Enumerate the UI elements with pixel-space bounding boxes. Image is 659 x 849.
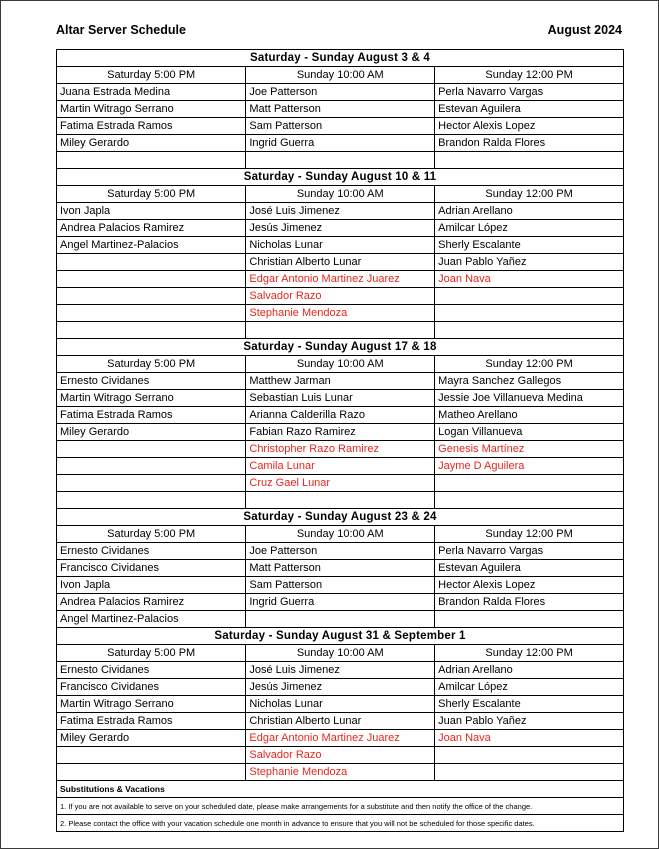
server-cell	[246, 322, 435, 339]
week-header-row	[57, 509, 624, 526]
server-row	[57, 577, 624, 594]
server-row	[57, 407, 624, 424]
column-header-row	[57, 526, 624, 543]
column-header-1: Saturday 5:00 PM	[57, 645, 246, 662]
server-cell: Perla Navarro Vargas	[435, 543, 624, 560]
server-row	[57, 322, 624, 339]
server-cell: Jessie Joe Villanueva Medina	[435, 390, 624, 407]
server-row	[57, 730, 624, 747]
column-header-1: Saturday 5:00 PM	[57, 67, 246, 84]
server-cell: Andrea Palacios Ramirez	[57, 220, 246, 237]
server-cell: Matt Patterson	[246, 560, 435, 577]
server-cell	[435, 305, 624, 322]
schedule-sheet	[56, 49, 624, 832]
server-row	[57, 662, 624, 679]
server-cell: Cruz Gael Lunar	[246, 475, 435, 492]
server-cell: Angel Martinez-Palacios	[57, 611, 246, 628]
note-row	[57, 815, 624, 832]
server-row	[57, 696, 624, 713]
column-header-2: Sunday 10:00 AM	[246, 526, 435, 543]
server-cell	[57, 441, 246, 458]
server-cell: Arianna Calderilla Razo	[246, 407, 435, 424]
column-header-2: Sunday 10:00 AM	[246, 67, 435, 84]
page-title: Altar Server Schedule	[56, 23, 186, 37]
server-cell: Sam Patterson	[246, 577, 435, 594]
server-cell	[57, 764, 246, 781]
week-header-row	[57, 50, 624, 67]
server-cell: Ivon Japla	[57, 203, 246, 220]
server-cell	[57, 747, 246, 764]
server-cell: Stephanie Mendoza	[246, 764, 435, 781]
note-text: 2. Please contact the office with your vacation schedule one month in advance to ensure that you will not be scheduled for those specific dates.	[57, 815, 624, 832]
server-cell	[57, 152, 246, 169]
server-cell: Brandon Ralda Flores	[435, 135, 624, 152]
document-header	[1, 1, 658, 45]
server-row	[57, 543, 624, 560]
server-cell	[435, 475, 624, 492]
server-cell: Logan Villanueva	[435, 424, 624, 441]
server-cell	[57, 305, 246, 322]
server-cell: Joe Patterson	[246, 543, 435, 560]
server-row	[57, 305, 624, 322]
column-header-1: Saturday 5:00 PM	[57, 356, 246, 373]
server-cell: Genesis Martínez	[435, 441, 624, 458]
note-row	[57, 798, 624, 815]
server-cell: Joan Nava	[435, 271, 624, 288]
server-cell: Miley Gerardo	[57, 135, 246, 152]
server-cell: Matt Patterson	[246, 101, 435, 118]
server-cell: Nicholas Lunar	[246, 696, 435, 713]
server-cell: Fatima Estrada Ramos	[57, 118, 246, 135]
server-cell: Hector Alexis Lopez	[435, 577, 624, 594]
server-cell: Sam Patterson	[246, 118, 435, 135]
server-cell: José Luis Jimenez	[246, 662, 435, 679]
column-header-row	[57, 186, 624, 203]
server-cell: Perla Navarro Vargas	[435, 84, 624, 101]
server-cell: Francisco Cividanes	[57, 679, 246, 696]
server-row	[57, 254, 624, 271]
server-cell: Brandon Ralda Flores	[435, 594, 624, 611]
notes-title-row	[57, 781, 624, 798]
column-header-row	[57, 645, 624, 662]
server-cell: Salvador Razo	[246, 747, 435, 764]
server-cell	[435, 747, 624, 764]
server-cell: Joan Nava	[435, 730, 624, 747]
server-row	[57, 152, 624, 169]
server-cell	[435, 764, 624, 781]
server-row	[57, 764, 624, 781]
server-row	[57, 713, 624, 730]
server-cell: Joe Patterson	[246, 84, 435, 101]
column-header-2: Sunday 10:00 AM	[246, 356, 435, 373]
notes-title: Substitutions & Vacations	[57, 781, 624, 798]
week-header-row	[57, 339, 624, 356]
server-cell: Mayra Sanchez Gallegos	[435, 373, 624, 390]
server-row	[57, 390, 624, 407]
server-cell: Matheo Arellano	[435, 407, 624, 424]
server-cell	[57, 271, 246, 288]
server-cell: Martin Witrago Serrano	[57, 101, 246, 118]
server-cell: Stephanie Mendoza	[246, 305, 435, 322]
server-cell: Angel Martinez-Palacios	[57, 237, 246, 254]
server-cell	[57, 492, 246, 509]
column-header-3: Sunday 12:00 PM	[435, 67, 624, 84]
server-cell: Christopher Razo Ramirez	[246, 441, 435, 458]
column-header-row	[57, 356, 624, 373]
server-cell	[57, 322, 246, 339]
server-cell: Estevan Aguilera	[435, 101, 624, 118]
server-row	[57, 203, 624, 220]
server-cell: Matthew Jarman	[246, 373, 435, 390]
server-cell: Juana Estrada Medina	[57, 84, 246, 101]
server-row	[57, 458, 624, 475]
server-cell: Christian Alberto Lunar	[246, 254, 435, 271]
server-cell: Sebastian Luis Lunar	[246, 390, 435, 407]
week-title: Saturday - Sunday August 3 & 4	[57, 50, 624, 67]
month-label: August 2024	[547, 23, 622, 37]
server-row	[57, 475, 624, 492]
server-cell: Jesús Jimenez	[246, 220, 435, 237]
server-cell: Hector Alexis Lopez	[435, 118, 624, 135]
server-cell: Edgar Antonio Martinez Juarez	[246, 271, 435, 288]
server-cell	[435, 492, 624, 509]
server-cell: Sherly Escalante	[435, 696, 624, 713]
server-cell	[435, 322, 624, 339]
column-header-1: Saturday 5:00 PM	[57, 526, 246, 543]
server-cell	[435, 288, 624, 305]
server-cell: Camila Lunar	[246, 458, 435, 475]
server-cell: Fatima Estrada Ramos	[57, 407, 246, 424]
server-cell	[435, 152, 624, 169]
server-cell: Ernesto Cividanes	[57, 373, 246, 390]
server-cell: Ingrid Guerra	[246, 135, 435, 152]
week-title: Saturday - Sunday August 17 & 18	[57, 339, 624, 356]
server-cell: Martin Witrago Serrano	[57, 696, 246, 713]
server-row	[57, 288, 624, 305]
server-cell: Ernesto Cividanes	[57, 662, 246, 679]
note-text: 1. If you are not available to serve on your scheduled date, please make arrangements for a substitute and then notify the office of the change.	[57, 798, 624, 815]
server-row	[57, 492, 624, 509]
server-row	[57, 611, 624, 628]
server-cell: Amilcar López	[435, 220, 624, 237]
server-row	[57, 271, 624, 288]
server-row	[57, 84, 624, 101]
server-cell: Nicholas Lunar	[246, 237, 435, 254]
server-cell: Miley Gerardo	[57, 424, 246, 441]
server-row	[57, 118, 624, 135]
server-cell: Juan Pablo Yañez	[435, 713, 624, 730]
server-cell: José Luis Jimenez	[246, 203, 435, 220]
server-cell	[435, 611, 624, 628]
server-cell: Fatima Estrada Ramos	[57, 713, 246, 730]
server-cell: Edgar Antonio Martinez Juarez	[246, 730, 435, 747]
server-cell: Adrian Arellano	[435, 203, 624, 220]
column-header-3: Sunday 12:00 PM	[435, 526, 624, 543]
server-cell: Sherly Escalante	[435, 237, 624, 254]
week-title: Saturday - Sunday August 10 & 11	[57, 169, 624, 186]
server-row	[57, 373, 624, 390]
server-cell: Salvador Razo	[246, 288, 435, 305]
server-cell	[57, 458, 246, 475]
column-header-3: Sunday 12:00 PM	[435, 645, 624, 662]
server-cell: Martin Witrago Serrano	[57, 390, 246, 407]
schedule-body	[57, 50, 624, 832]
server-row	[57, 237, 624, 254]
schedule-table	[56, 49, 624, 832]
column-header-3: Sunday 12:00 PM	[435, 356, 624, 373]
server-row	[57, 747, 624, 764]
server-cell: Jesús Jimenez	[246, 679, 435, 696]
server-cell	[246, 152, 435, 169]
server-cell: Adrian Arellano	[435, 662, 624, 679]
server-cell: Miley Gerardo	[57, 730, 246, 747]
week-header-row	[57, 628, 624, 645]
server-cell: Andrea Palacios Ramirez	[57, 594, 246, 611]
server-row	[57, 424, 624, 441]
server-cell: Christian Alberto Lunar	[246, 713, 435, 730]
server-cell: Amilcar López	[435, 679, 624, 696]
server-row	[57, 679, 624, 696]
server-cell: Ernesto Cividanes	[57, 543, 246, 560]
server-cell: Fabian Razo Ramirez	[246, 424, 435, 441]
server-row	[57, 441, 624, 458]
server-cell	[57, 254, 246, 271]
server-cell	[57, 475, 246, 492]
server-cell	[57, 288, 246, 305]
server-row	[57, 135, 624, 152]
server-cell: Ingrid Guerra	[246, 594, 435, 611]
server-row	[57, 101, 624, 118]
server-cell: Jayme D Aguilera	[435, 458, 624, 475]
week-title: Saturday - Sunday August 23 & 24	[57, 509, 624, 526]
column-header-1: Saturday 5:00 PM	[57, 186, 246, 203]
server-row	[57, 594, 624, 611]
server-cell: Juan Pablo Yañez	[435, 254, 624, 271]
server-cell: Francisco Cividanes	[57, 560, 246, 577]
column-header-3: Sunday 12:00 PM	[435, 186, 624, 203]
server-row	[57, 220, 624, 237]
week-header-row	[57, 169, 624, 186]
server-cell: Ivon Japla	[57, 577, 246, 594]
column-header-2: Sunday 10:00 AM	[246, 645, 435, 662]
column-header-2: Sunday 10:00 AM	[246, 186, 435, 203]
week-title: Saturday - Sunday August 31 & September 1	[57, 628, 624, 645]
server-cell	[246, 492, 435, 509]
server-cell: Estevan Aguilera	[435, 560, 624, 577]
server-row	[57, 560, 624, 577]
column-header-row	[57, 67, 624, 84]
server-cell	[246, 611, 435, 628]
